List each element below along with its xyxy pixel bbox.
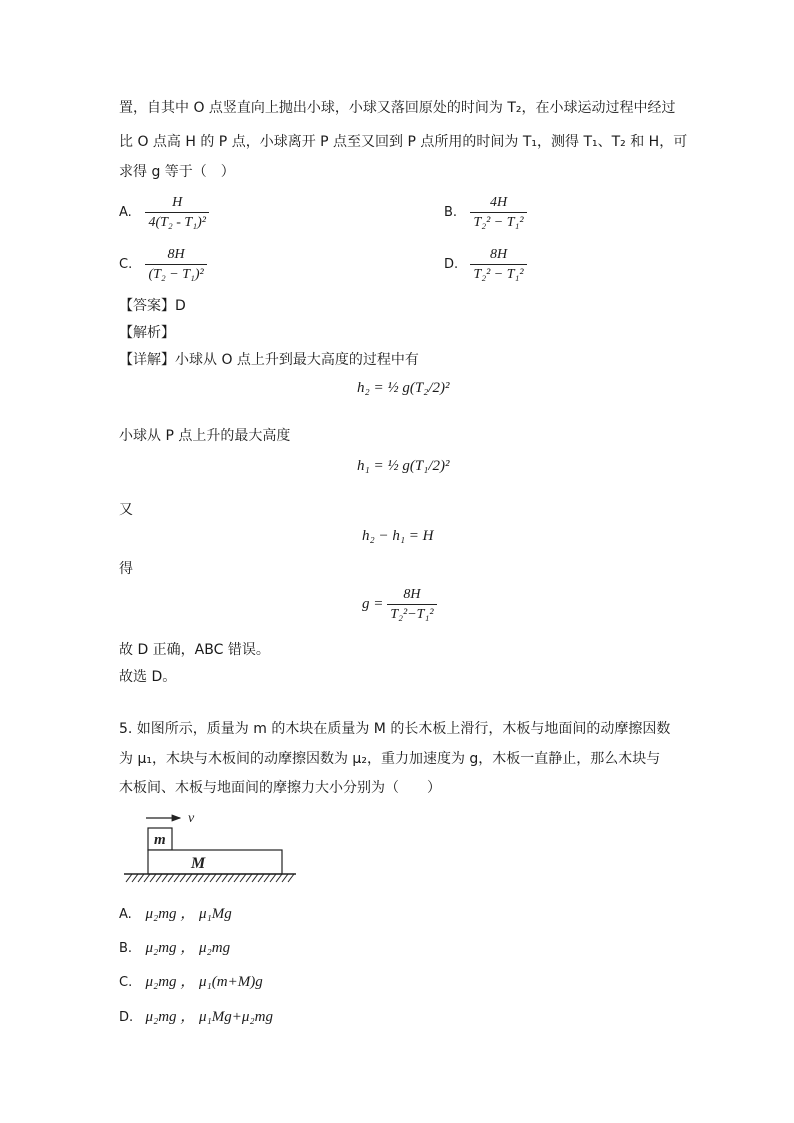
q5-option-b[interactable] — [119, 936, 230, 957]
option-label: C. — [119, 974, 133, 990]
q5-option-c[interactable] — [119, 970, 263, 991]
velocity-label: v — [188, 811, 195, 826]
equation-h2: h₂ = ½ g(T₂/2)² — [357, 380, 450, 396]
answer-line: 【答案】D — [119, 298, 186, 314]
q5-stem-line-1: 5. 如图所示，质量为 m 的木块在质量为 M 的长木板上滑行，木板与地面间的动摩擦因数 — [119, 721, 671, 737]
option-label: D. — [119, 1009, 134, 1025]
option-text: μ₂mg ， μ₁Mg — [145, 906, 232, 922]
option-fraction: $\frac{H}{\text{4(T₂ - T₁)²}}$ — [145, 194, 209, 231]
equation-g-result — [362, 586, 437, 623]
q4-option-a[interactable] — [119, 194, 209, 231]
eq-fraction: $\frac{8H}{\text{T₂²−T₁²}}$ — [387, 586, 436, 623]
q5-stem-line-2: 为 μ₁，木块与木板间的动摩擦因数为 μ₂，重力加速度为 g，木板一直静止，那么木块与 — [119, 751, 661, 767]
long-board-M — [148, 850, 282, 874]
analysis-text-4: 得 — [119, 561, 133, 577]
q5-option-d[interactable] — [119, 1005, 273, 1026]
analysis-text-3: 又 — [119, 502, 133, 518]
option-fraction: $\frac{4H}{\text{T₂² − T₁²}}$ — [470, 194, 526, 231]
q5-figure — [118, 808, 308, 890]
equation-h1: h₁ = ½ g(T₁/2)² — [357, 458, 450, 474]
q4-option-d[interactable] — [444, 246, 527, 283]
option-text: μ₂mg ， μ₂mg — [145, 940, 231, 956]
ground-hatching — [126, 874, 294, 882]
option-label: C. — [119, 257, 133, 272]
option-fraction: $\frac{8H}{\text{T₂² − T₁²}}$ — [470, 246, 526, 283]
option-text: μ₂mg ， μ₁(m+M)g — [145, 974, 263, 990]
conclusion-line-2: 故选 D。 — [119, 669, 177, 685]
q5-option-a[interactable] — [119, 902, 232, 923]
q4-stem-line-3: 求得 g 等于（ ） — [119, 164, 235, 180]
equation-difference: h₂ − h₁ = H — [362, 528, 434, 544]
q4-stem-line-1: 置，自其中 O 点竖直向上抛出小球，小球又落回原处的时间为 T₂，在小球运动过程中经过 — [119, 100, 676, 116]
analysis-heading: 【解析】 — [119, 325, 175, 341]
option-text: μ₂mg ， μ₁Mg+μ₂mg — [145, 1009, 273, 1025]
option-label: A. — [119, 205, 132, 220]
q5-stem-line-3: 木板间、木板与地面间的摩擦力大小分别为（ ） — [119, 780, 441, 796]
block-label: m — [154, 832, 166, 848]
option-label: A. — [119, 906, 132, 922]
conclusion-line-1: 故 D 正确，ABC 错误。 — [119, 642, 270, 658]
detail-line: 【详解】小球从 O 点上升到最大高度的过程中有 — [119, 352, 419, 368]
option-label: B. — [444, 205, 458, 220]
q4-option-b[interactable] — [444, 194, 527, 231]
q4-option-c[interactable] — [119, 246, 207, 283]
q4-stem-line-2: 比 O 点高 H 的 P 点，小球离开 P 点至又回到 P 点所用的时间为 T₁，测得 T₁、T₂ 和 H，可 — [119, 134, 688, 150]
eq-lhs: g = — [362, 596, 384, 612]
analysis-text-2: 小球从 P 点上升的最大高度 — [119, 428, 291, 444]
option-label: D. — [444, 257, 459, 272]
option-label: B. — [119, 940, 133, 956]
option-fraction: $\frac{8H}{\text{(T₂ − T₁)²}}$ — [145, 246, 206, 283]
board-label: M — [191, 855, 206, 872]
